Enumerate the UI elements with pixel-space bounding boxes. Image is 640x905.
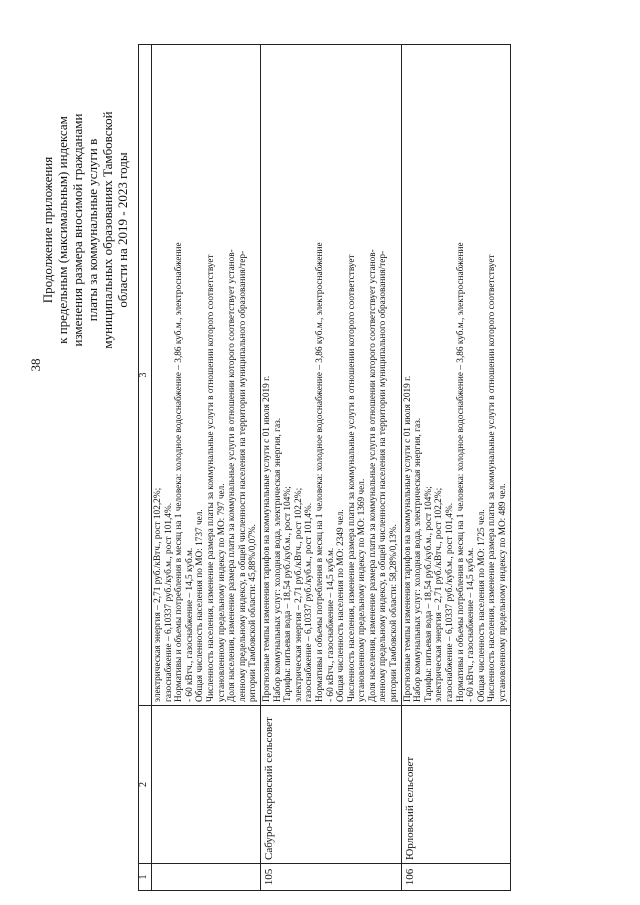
detail-line: газоснабжение – 6,10337 руб./куб.м., рост 101,4%. bbox=[445, 502, 456, 702]
detail-line: Тарифы: питьевая вода – 18,54 руб./куб.м., рост 104%; bbox=[423, 486, 434, 702]
header-line: к предельным (максимальным) индексам bbox=[55, 116, 70, 344]
detail-line: Набор коммунальных услуг: холодная вода, электрическая энергия, газ. bbox=[272, 417, 283, 702]
header-line: области на 2019 - 2023 годы bbox=[115, 152, 130, 308]
detail-line: установленному предельному индексу по МО: 797 чел. bbox=[216, 483, 227, 702]
detail-line: электрическая энергия – 2,71 руб./кВтч., рост 102,2%; bbox=[434, 487, 445, 702]
detail-line: Численность населения, изменение размера платы за коммунальные услуги в отношении которого соответствует bbox=[487, 254, 498, 702]
header-line: муниципальных образованиях Тамбовской bbox=[100, 111, 115, 349]
detail-line: газоснабжение – 6,10337 руб./куб.м., рост 101,4%. bbox=[304, 502, 315, 702]
detail-line: установленному предельному индексу по МО: 1369 чел. bbox=[357, 478, 368, 702]
header-line: платы за коммунальные услуги в bbox=[85, 138, 100, 322]
column-header: 1 bbox=[139, 864, 152, 891]
row-details bbox=[260, 45, 401, 706]
detail-line: - 60 кВтч., газоснабжение – 14,5 куб.м. bbox=[466, 547, 477, 702]
detail-line: установленному предельному индексу по МО: 489 чел. bbox=[498, 483, 508, 702]
detail-line: Общая численность населения по МО: 1725 чел. bbox=[476, 509, 487, 702]
detail-line: ленному предельному индексу, в общей численности населения на территории муниципального образования/тер- bbox=[237, 250, 248, 702]
detail-line: электрическая энергия – 2,71 руб./кВтч., рост 102,2%; bbox=[153, 487, 163, 702]
row-details bbox=[152, 45, 261, 706]
detail-line: Нормативы и объемы потребления в месяц на 1 человека: холодное водоснабжение – 3,86 куб.м., электроснабжение bbox=[174, 242, 185, 702]
row-number: 106 bbox=[401, 864, 510, 891]
header-line: Продолжение приложения bbox=[40, 156, 55, 304]
detail-line: Численность населения, изменение размера платы за коммунальные услуги в отношении которого соответствует bbox=[205, 254, 216, 702]
detail-line: Прогнозные темпы изменения тарифов на коммунальные услуги с 01 июля 2019 г. bbox=[261, 375, 272, 702]
detail-line: Доля населения, изменение размера платы за коммунальные услуги в отношении которого соответствует установ- bbox=[367, 249, 378, 702]
row-details bbox=[401, 45, 510, 706]
table-row bbox=[401, 45, 510, 891]
table-header-row bbox=[139, 45, 152, 891]
column-header: 2 bbox=[139, 706, 152, 864]
detail-line: Набор коммунальных услуг: холодная вода, электрическая энергия, газ. bbox=[413, 417, 424, 702]
detail-line: Тарифы: питьевая вода – 18,54 руб./куб.м., рост 104%; bbox=[283, 486, 294, 702]
page-number: 38 bbox=[28, 358, 43, 372]
detail-line: Общая численность населения по МО: 1737 чел. bbox=[195, 509, 206, 702]
header-line: изменения размера вносимой гражданами bbox=[70, 113, 85, 347]
detail-line: Доля населения, изменение размера платы за коммунальные услуги в отношении которого соответствует установ- bbox=[227, 249, 238, 702]
detail-line: электрическая энергия – 2,71 руб./кВтч., рост 102,2%; bbox=[293, 487, 304, 702]
tariff-table bbox=[138, 44, 511, 891]
municipality-name: Сабуро-Покровский сельсовет bbox=[260, 706, 401, 864]
table-row bbox=[152, 45, 261, 891]
municipality-name: Юрловский сельсовет bbox=[401, 706, 510, 864]
detail-line: Нормативы и объемы потребления в месяц на 1 человека: холодное водоснабжение – 3,86 куб.м., электроснабжение bbox=[455, 242, 466, 702]
detail-line: Прогнозные темпы изменения тарифов на коммунальные услуги с 01 июля 2019 г. bbox=[402, 375, 413, 702]
detail-line: ритории Тамбовской области: 45,88%/0,07%. bbox=[248, 524, 259, 702]
appendix-header bbox=[40, 30, 130, 430]
detail-line: ритории Тамбовской области: 58,28%/0,13%. bbox=[389, 524, 400, 702]
municipality-name bbox=[152, 706, 261, 864]
table-row bbox=[260, 45, 401, 891]
detail-line: - 60 кВтч., газоснабжение – 14,5 куб.м. bbox=[184, 547, 195, 702]
row-number: 105 bbox=[260, 864, 401, 891]
detail-line: ленному предельному индексу, в общей численности населения на территории муниципального образования/тер- bbox=[378, 250, 389, 702]
row-number bbox=[152, 864, 261, 891]
detail-line: Численность населения, изменение размера платы за коммунальные услуги в отношении которого соответствует bbox=[346, 254, 357, 702]
column-header: 3 bbox=[139, 45, 152, 706]
detail-line: - 60 кВтч., газоснабжение – 14,5 куб.м. bbox=[325, 547, 336, 702]
detail-line: Общая численность населения по МО: 2349 чел. bbox=[336, 509, 347, 702]
detail-line: Нормативы и объемы потребления в месяц на 1 человека: холодное водоснабжение – 3,86 куб.м., электроснабжение bbox=[314, 242, 325, 702]
detail-line: газоснабжение – 6,10337 руб./куб.м., рост 101,4%. bbox=[163, 502, 174, 702]
